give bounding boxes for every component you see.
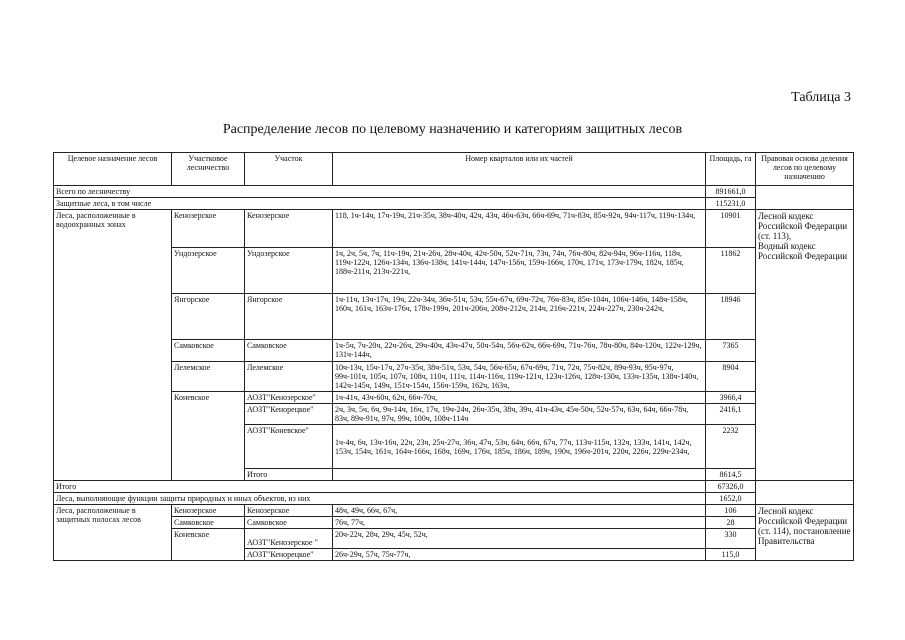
purpose-water-zones: Леса, расположенные в водоохранных зонах	[54, 210, 172, 481]
district-cell: Ундозерское	[172, 248, 245, 294]
district-cell: Самковское	[172, 340, 245, 362]
table-row	[54, 186, 854, 198]
site-cell: Ундозерское	[245, 248, 333, 294]
table-row	[54, 517, 854, 529]
table-row	[54, 481, 854, 493]
empty-cell	[333, 469, 706, 481]
district-cell: Лелемское	[172, 362, 245, 392]
table-row	[54, 362, 854, 392]
quarters-cell: 10ч-13ч, 15ч-17ч, 27ч-35ч, 38ч-51ч, 53ч, 54ч, 56ч-65ч, 67ч-69ч, 71ч, 72ч, 75ч-82ч, 89ч-93ч, 95ч-97ч, 99ч-101ч, 105ч, 107ч, 108ч, 110ч, 111ч, 114ч-116ч, 119ч-121ч, 123ч-126ч, 128ч-130ч, 133ч-135ч, 138ч-140ч, 142ч-145ч, 149ч, 151ч-154ч, 156ч-159ч, 162ч, 163ч,	[333, 362, 706, 392]
district-cell: Коневское	[172, 529, 245, 561]
header-legal-basis: Правовая основа деления лесов по целевому назначению	[756, 153, 854, 186]
site-cell: Кенозерское	[245, 505, 333, 517]
site-cell: АОЗТ"Кенозерское"	[245, 392, 333, 404]
area-cell: 18946	[706, 294, 756, 340]
site-cell: Кенозерское	[245, 210, 333, 248]
forest-distribution-table	[53, 152, 854, 561]
empty-cell	[756, 186, 854, 210]
site-cell: АОЗТ"Кенозерское "	[245, 529, 333, 549]
quarters-cell: 118, 1ч-14ч, 17ч-19ч, 21ч-35ч, 38ч-40ч, 42ч, 43ч, 46ч-63ч, 66ч-69ч, 71ч-83ч, 85ч-92ч, 94ч-117ч, 119ч-134ч,	[333, 210, 706, 248]
table-row	[54, 529, 854, 549]
site-cell: Самковское	[245, 340, 333, 362]
district-cell: Янгорское	[172, 294, 245, 340]
quarters-cell: 76ч, 77ч,	[333, 517, 706, 529]
row-label: Всего по лесничеству	[54, 186, 706, 198]
row-area: 891661,0	[706, 186, 756, 198]
header-purpose: Целевое назначение лесов	[54, 153, 172, 186]
district-cell: Самковское	[172, 517, 245, 529]
area-cell: 2416,1	[706, 404, 756, 425]
district-cell: Коневское	[172, 392, 245, 481]
table-row	[54, 210, 854, 248]
area-cell: 8904	[706, 362, 756, 392]
header-quarters: Номер кварталов или их частей	[333, 153, 706, 186]
row-label: Итого	[54, 481, 706, 493]
table-row	[54, 505, 854, 517]
area-cell: 28	[706, 517, 756, 529]
site-cell: Янгорское	[245, 294, 333, 340]
subtotal-label: Итого	[245, 469, 333, 481]
area-cell: 7365	[706, 340, 756, 362]
subtotal-area: 8614,5	[706, 469, 756, 481]
legal-basis-strips: Лесной кодекс Российской Федерации (ст. 114), постановление Правительства	[756, 505, 854, 561]
table-header-row	[54, 153, 854, 186]
district-cell: Кенозерское	[172, 210, 245, 248]
table-row	[54, 198, 854, 210]
legal-basis-water	[756, 210, 854, 481]
site-cell: АОЗТ"Кенорецкое"	[245, 549, 333, 561]
row-label: Леса, выполняющие функции защиты природных и иных объектов, из них	[54, 493, 706, 505]
area-cell: 115,0	[706, 549, 756, 561]
quarters-cell: 48ч, 49ч, 66ч, 67ч,	[333, 505, 706, 517]
table-row	[54, 392, 854, 404]
page-title: Распределение лесов по целевому назначению и категориям защитных лесов	[222, 122, 683, 137]
area-cell: 10901	[706, 210, 756, 248]
basis-text: Водный кодекс Российской Федерации	[758, 241, 848, 261]
area-cell: 106	[706, 505, 756, 517]
area-cell: 11862	[706, 248, 756, 294]
quarters-cell: 20ч-22ч, 28ч, 29ч, 45ч, 52ч,	[333, 529, 706, 549]
purpose-protective-strips: Леса, расположенные в защитных полосах лесов	[54, 505, 172, 561]
table-row	[54, 248, 854, 294]
quarters-cell: 2ч, 3ч, 5ч, 6ч, 9ч-14ч, 16ч, 17ч, 19ч-24ч, 26ч-35ч, 38ч, 39ч, 41ч-43ч, 45ч-50ч, 52ч-57ч, 63ч, 64ч, 66ч-78ч, 83ч, 89ч-91ч, 97ч, 99ч, 100ч, 108ч-114ч	[333, 404, 706, 425]
site-cell: Самковское	[245, 517, 333, 529]
quarters-cell: 1ч-11ч, 13ч-17ч, 19ч, 22ч-34ч, 36ч-51ч, 53ч, 55ч-67ч, 69ч-72ч, 76ч-83ч, 85ч-104ч, 106ч-146ч, 148ч-158ч, 160ч, 161ч, 163ч-176ч, 178ч-199ч, 201ч-206ч, 208ч-212ч, 214ч, 216ч-221ч, 224ч-227ч, 230ч-242ч,	[333, 294, 706, 340]
site-cell: АОЗТ"Коневское"	[245, 425, 333, 469]
empty-cell	[756, 481, 854, 505]
district-cell: Кенозерское	[172, 505, 245, 517]
row-area: 67326,0	[706, 481, 756, 493]
table-row	[54, 493, 854, 505]
quarters-cell: 1ч, 2ч, 5ч, 7ч, 11ч-19ч, 21ч-26ч, 28ч-40ч, 42ч-50ч, 52ч-71ч, 73ч, 74ч, 76ч-80ч, 82ч-94ч, 96ч-116ч, 118ч, 119ч-122ч, 126ч-134ч, 136ч-138ч, 141ч-144ч, 147ч-156ч, 159ч-166ч, 170ч, 171ч, 173ч-179ч, 182ч, 185ч, 188ч-211ч, 213ч-221ч,	[333, 248, 706, 294]
table-number: Таблица 3	[791, 90, 851, 105]
table-row	[54, 340, 854, 362]
quarters-cell: 1ч-5ч, 7ч-20ч, 22ч-26ч, 29ч-40ч, 43ч-47ч, 50ч-54ч, 56ч-62ч, 66ч-69ч, 71ч-76ч, 78ч-80ч, 84ч-120ч, 122ч-129ч, 131ч-144ч,	[333, 340, 706, 362]
site-cell: Лелемское	[245, 362, 333, 392]
quarters-cell: 1ч-4ч, 6ч, 13ч-16ч, 22ч, 23ч, 25ч-27ч, 36ч, 47ч, 53ч, 64ч, 66ч, 67ч, 77ч, 113ч-115ч, 132ч, 133ч, 141ч, 142ч, 153ч, 154ч, 161ч, 164ч-166ч, 168ч, 169ч, 176ч, 185ч, 186ч, 189ч, 190ч, 196ч-201ч, 220ч, 226ч, 229ч-234ч,	[333, 425, 706, 469]
basis-text: Лесной кодекс Российской Федерации (ст. 113),	[758, 211, 848, 241]
row-area: 1652,0	[706, 493, 756, 505]
row-label: Защитные леса, в том числе	[54, 198, 706, 210]
row-area: 115231,0	[706, 198, 756, 210]
area-cell: 330	[706, 529, 756, 549]
header-area: Площадь, га	[706, 153, 756, 186]
header-site: Участок	[245, 153, 333, 186]
quarters-cell: 26ч-29ч, 57ч, 75ч-77ч,	[333, 549, 706, 561]
table-row	[54, 294, 854, 340]
area-cell: 2232	[706, 425, 756, 469]
area-cell: 3966,4	[706, 392, 756, 404]
header-district: Участковое лесничество	[172, 153, 245, 186]
quarters-cell: 1ч-41ч, 43ч-60ч, 62ч, 66ч-70ч,	[333, 392, 706, 404]
site-cell: АОЗТ"Кенорецкое"	[245, 404, 333, 425]
